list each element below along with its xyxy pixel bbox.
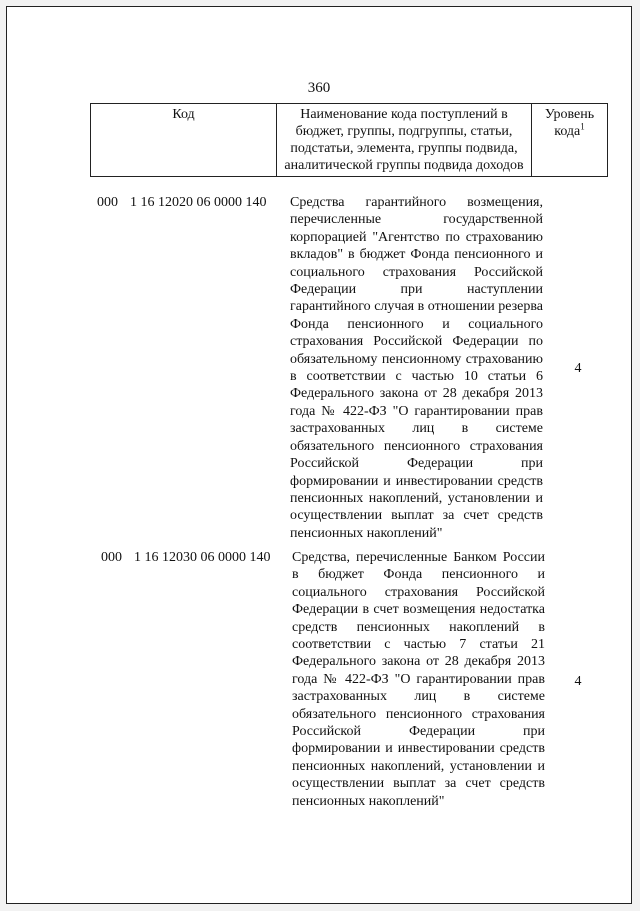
revenue-code: 1 16 12020 06 0000 140 — [130, 195, 267, 210]
table-row — [90, 194, 607, 544]
page-number: 360 — [307, 80, 331, 96]
header-name-cell — [277, 104, 532, 177]
header-level-cell — [532, 104, 608, 177]
header-row — [91, 104, 608, 177]
footnote-marker: 1 — [580, 121, 585, 132]
admin-code: 000 — [101, 550, 122, 565]
code-level: 4 — [574, 674, 582, 689]
document-page — [6, 6, 632, 904]
header-code-label: Код — [172, 107, 195, 122]
header-code-cell — [91, 104, 277, 177]
revenue-description: Средства, перечисленные Банком России в бюджет Фонда пенсионного и социального страхования Российской Федерации в счет возмещения недостатка средств пенсионных накоплений в соответствии с частью 7 статьи 21 Федерального закона от 28 декабря 2013 года № 422-ФЗ "О гарантировании прав застрахованных лиц в системе обязательного пенсионного страхования Российской Федерации при формировании и инвестировании средств пенсионных накоплений, установлении и осуществлении выплат за счет средств пенсионных накоплений" — [292, 550, 545, 809]
table-row — [90, 549, 607, 819]
revenue-code: 1 16 12030 06 0000 140 — [134, 550, 271, 565]
header-level-label: Уровень кода — [544, 107, 595, 139]
header-table — [90, 103, 608, 177]
header-name-label: Наименование кода поступлений в бюджет, группы, подгруппы, статьи, подстатьи, элемента, группы подвида, аналитической группы подвида доходов — [284, 107, 524, 173]
revenue-description: Средства гарантийного возмещения, перечисленные государственной корпорацией "Агентство по страхованию вкладов" в бюджет Фонда пенсионного и социального страхования Российской Федерации при наступлении гарантийного случая в отношении резерва Фонда пенсионного и социального страхования Российской Федерации по обязательному пенсионному страхованию в соответствии с частью 10 статьи 6 Федерального закона от 28 декабря 2013 года № 422-ФЗ "О гарантировании прав застрахованных лиц в системе обязательного пенсионного страхования Российской Федерации при формировании и инвестировании средств пенсионных накоплений, установлении и осуществлении выплат за счет средств пенсионных накоплений" — [290, 195, 543, 541]
code-level: 4 — [574, 361, 582, 376]
admin-code: 000 — [97, 195, 118, 210]
